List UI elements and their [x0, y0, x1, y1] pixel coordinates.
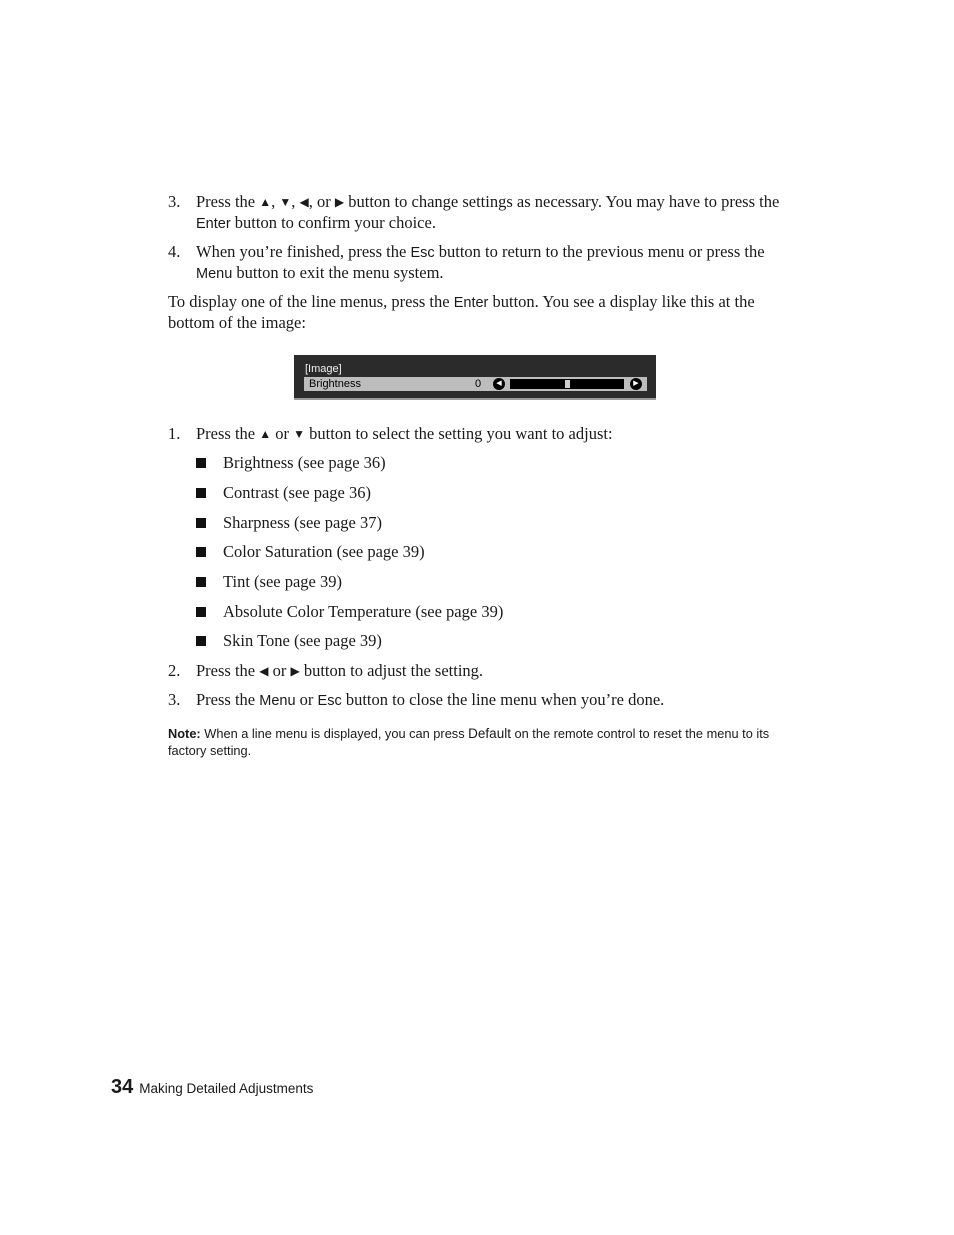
intro-text: To display one of the line menus, press the	[168, 292, 454, 311]
step-text: When you’re finished, press the	[196, 242, 411, 261]
down-arrow-icon: ▼	[279, 195, 292, 209]
footer-title: Making Detailed Adjustments	[139, 1081, 314, 1096]
line-menu-display	[294, 355, 656, 400]
list-item-text: Absolute Color Temperature (see page 39)	[223, 602, 504, 621]
note-text: on the remote control to reset the menu to its factory setting.	[168, 726, 770, 758]
list-item	[196, 631, 382, 651]
bullet-square-icon	[196, 488, 206, 498]
step-number: 4.	[168, 242, 181, 261]
step-text: ,	[271, 192, 280, 211]
list-item	[196, 572, 342, 592]
line-menu-value: 0	[475, 378, 482, 390]
list-item	[196, 453, 386, 473]
step-3-choose-setting	[168, 192, 788, 234]
note-text: When a line menu is displayed, you can press	[200, 726, 469, 741]
step-text: button to select the setting you want to adjust:	[305, 424, 613, 443]
enter-key-label: Enter	[453, 295, 489, 311]
bullet-square-icon	[196, 547, 206, 557]
step-number: 3.	[168, 192, 181, 211]
step-text: Press the	[196, 661, 260, 680]
step-3-close-menu	[168, 690, 788, 711]
line-menu-label: Brightness	[309, 378, 361, 390]
step-text: button to adjust the setting.	[299, 661, 484, 680]
step-text: button to change settings as necessary. You may have to press the	[344, 192, 780, 211]
esc-key-label: Esc	[317, 693, 342, 709]
line-menu-title: [Image]	[305, 363, 342, 375]
step-text: ,	[291, 192, 300, 211]
step-text: , or	[308, 192, 335, 211]
step-text: button to close the line menu when you’re done.	[341, 690, 665, 709]
line-menu-row	[304, 377, 647, 391]
bullet-square-icon	[196, 636, 206, 646]
brightness-slider-track	[510, 379, 624, 389]
right-arrow-icon: ▶	[334, 195, 345, 209]
list-item-text: Contrast (see page 36)	[223, 483, 371, 502]
brightness-slider-knob	[565, 380, 570, 388]
step-1-select-setting	[168, 424, 788, 445]
list-item	[196, 542, 425, 562]
menu-key-label: Menu	[259, 693, 296, 709]
step-number: 1.	[168, 424, 181, 443]
list-item-text: Skin Tone (see page 39)	[223, 631, 382, 650]
esc-key-label: Esc	[410, 245, 435, 261]
step-text: Press the	[196, 192, 260, 211]
step-text: Press the	[196, 424, 260, 443]
down-arrow-icon: ▼	[293, 427, 306, 441]
intro-paragraph	[168, 292, 788, 333]
note	[168, 725, 788, 759]
step-text: or	[271, 424, 294, 443]
up-arrow-icon: ▲	[259, 427, 272, 441]
right-arrow-icon: ▶	[290, 664, 300, 678]
default-key-label: Default	[468, 726, 511, 741]
left-arrow-icon: ◀	[259, 664, 269, 678]
left-arrow-icon: ◀	[299, 195, 309, 209]
step-text: or	[268, 661, 291, 680]
step-number: 2.	[168, 661, 181, 680]
bullet-square-icon	[196, 577, 206, 587]
list-item-text: Sharpness (see page 37)	[223, 513, 382, 532]
increase-icon: ▶	[630, 378, 642, 390]
list-item	[196, 483, 371, 503]
enter-key-label: Enter	[196, 216, 231, 232]
step-4-finish	[168, 242, 788, 284]
step-text: button to return to the previous menu or press the	[434, 242, 765, 261]
list-item-text: Tint (see page 39)	[223, 572, 342, 591]
list-item	[196, 513, 382, 533]
list-item	[196, 602, 503, 622]
up-arrow-icon: ▲	[259, 195, 272, 209]
step-text: button to exit the menu system.	[232, 263, 444, 282]
step-2-adjust	[168, 661, 788, 682]
menu-key-label: Menu	[196, 266, 233, 282]
intro-text: button. You see a display like this at the bottom of the image:	[168, 292, 755, 332]
decrease-icon: ◀	[493, 378, 505, 390]
step-number: 3.	[168, 690, 181, 709]
list-item-text: Brightness (see page 36)	[223, 453, 386, 472]
page-number: 34	[111, 1076, 134, 1098]
step-text: or	[295, 690, 318, 709]
note-label: Note:	[168, 726, 201, 741]
step-text: Press the	[196, 690, 260, 709]
page-footer	[111, 1076, 313, 1099]
step-text: button to confirm your choice.	[230, 213, 436, 232]
bullet-square-icon	[196, 607, 206, 617]
bullet-square-icon	[196, 458, 206, 468]
bullet-square-icon	[196, 518, 206, 528]
list-item-text: Color Saturation (see page 39)	[223, 542, 425, 561]
